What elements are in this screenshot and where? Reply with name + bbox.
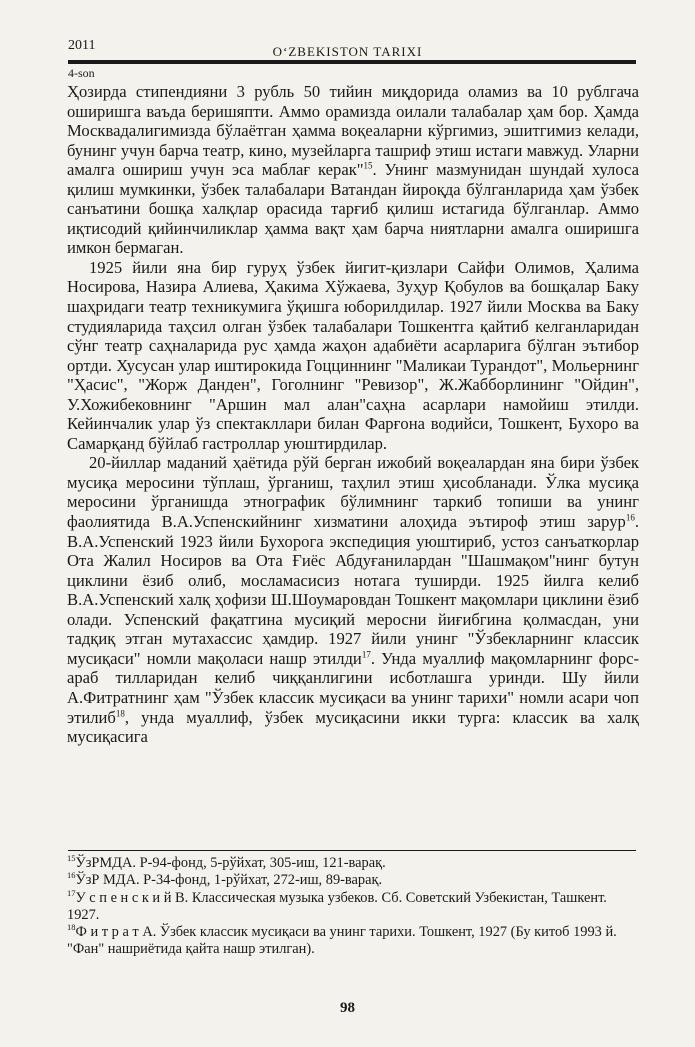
footnote-item bbox=[67, 887, 635, 925]
footnote-ref: 15 bbox=[363, 160, 373, 171]
footnote-number: 16 bbox=[67, 870, 76, 881]
footnote-item bbox=[67, 924, 635, 959]
page-number: 98 bbox=[340, 1000, 355, 1016]
footnote-ref: 18 bbox=[115, 707, 125, 718]
article-body bbox=[67, 82, 639, 747]
footnote-text: У с п е н с к и й В. Классическая музыка узбеков. Сб. Советский Узбекистан, Ташкент. 1927. bbox=[67, 889, 607, 923]
paragraph-text: Ҳозирда стипендияни 3 рубль 50 тийин миқдорида оламиз ва 10 рублгача оширишга ваъда беришяпти. Аммо орамизда оилали талабалар ҳам бор. Ҳамда Москвадалигимизда бўлаётган ҳамма воқеаларни кўргимиз, эшитгимиз келади, бунинг учун барча театр, кино, музейларга ташриф этиш истаги мавжуд. Уларни амалга ошириш учун эса маблағ керак" bbox=[67, 82, 639, 180]
header-issue: 4-son bbox=[68, 66, 95, 80]
body-paragraph bbox=[67, 258, 639, 453]
header-rule bbox=[68, 60, 636, 64]
header-year: 2011 bbox=[68, 38, 96, 53]
body-paragraph bbox=[67, 82, 639, 258]
footnote-ref: 16 bbox=[625, 512, 635, 523]
footnotes bbox=[67, 855, 635, 959]
paragraph-text: 20-йиллар маданий ҳаётида рўй берган ижобий воқеалардан яна бири ўзбек мусиқа меросини тўплаш, ўрганиш, таҳлил этиш ҳисобланади. Ўлка мусиқа меросини ўрганишда этнографик бўлимнинг таркиб топиши ва унинг фаолиятида В.А.Успенскийнинг хизматини алоҳида эътироф этиш зарур bbox=[67, 453, 639, 532]
footnote-item bbox=[67, 872, 635, 889]
footnote-ref: 17 bbox=[361, 649, 371, 660]
footnote-text: ЎзР МДА. Р-34-фонд, 1-рўйхат, 272-иш, 89-варақ. bbox=[75, 872, 383, 889]
footnote-divider bbox=[68, 850, 636, 851]
footnote-number: 15 bbox=[67, 853, 76, 864]
paragraph-text: . В.А.Успенский 1923 йили Бухорога экспедиция уюштириб, устоз санъаткорлар Ота Жалил Носиров ва Ота Ғиёс Абдуғанилардан "Шашмақом"нинг бутун циклини ёзиб олиб, мосламасисиз нотага туширди. 1925 йилга келиб В.А.Успенский халқ ҳофизи Ш.Шоумаровдан Тошкент мақомлари циклини ёзиб олади. Успенский фақатгина мусиқий меросни йиғибгина қолмасдан, уни тадқиқ этган мутахассис ҳамдир. 1927 йили унинг "Ўзбекларнинг классик мусиқаси" номли мақоласи нашр этилди bbox=[67, 512, 639, 668]
paragraph-text: 1925 йили яна бир гуруҳ ўзбек йигит-қизлари Сайфи Олимов, Ҳалима Носирова, Назира Алиева, Ҳакима Хўжаева, Зуҳур Қобулов ва бошқалар Баку шаҳридаги театр техникумига ўқишга юборилдилар. 1927 йили Москва ва Баку студияларида таҳсил олган ўзбек талабалари Тошкентга қайтиб келганларидан сўнг театр саҳналарида рус ҳамда жаҳон адабиёти асарларига бўлган эътибор ортди. Хусусан улар иштирокида Гоцциннинг "Маликаи Турандот", Мольернинг "Ҳасис", "Жорж Данден", Гоголнинг "Ревизор", Ж.Жабборлининг "Ойдин", У.Хожибековнинг "Аршин мал алан"саҳна асарлари намойиш этилди. Кейинчалик улар ўз спектакллари билан Фарғона водийси, Тошкент, Бухоро ва Самарқанд бўйлаб гастроллар уюштирдилар. bbox=[67, 257, 639, 453]
footnote-number: 17 bbox=[67, 887, 76, 898]
paragraph-text: . Унинг мазмунидан шундай хулоса қилиш мумкинки, ўзбек талабалари Ватандан йироқда бўлганларида ҳам ўзбек санъатини бошқа халқлар орасида тарғиб қилиш истагида бўлганлар. Аммо иқтисодий қийинчиликлар ҳамма вақт ҳам барча ниятларни амалга оширишга имкон бермаган. bbox=[67, 160, 639, 258]
paragraph-text: , унда муаллиф, ўзбек мусиқасини икки турга: классик ва халқ мусиқасига bbox=[67, 707, 639, 747]
paragraph-text: . Унда муаллиф мақомларнинг форс-араб тилларидан келиб чиққанлигини исботлашга уринди. Шу йили А.Фитратнинг ҳам "Ўзбек классик мусиқаси ва унинг тарихи" номли асари чоп этилиб bbox=[67, 648, 639, 727]
footnote-item bbox=[67, 855, 635, 872]
body-paragraph bbox=[67, 453, 639, 746]
footnote-number: 18 bbox=[67, 922, 76, 933]
footnote-text: Ф и т р а т А. Ўзбек классик мусиқаси ва унинг тарихи. Тошкент, 1927 (Бу китоб 1993 й. "Фан" нашриётида қайта нашр этилган). bbox=[67, 924, 617, 958]
footnote-text: ЎзРМДА. Р-94-фонд, 5-рўйхат, 305-иш, 121-варақ. bbox=[75, 855, 386, 871]
header-journal-title: O‘ZBEKISTON TARIXI bbox=[272, 44, 423, 59]
